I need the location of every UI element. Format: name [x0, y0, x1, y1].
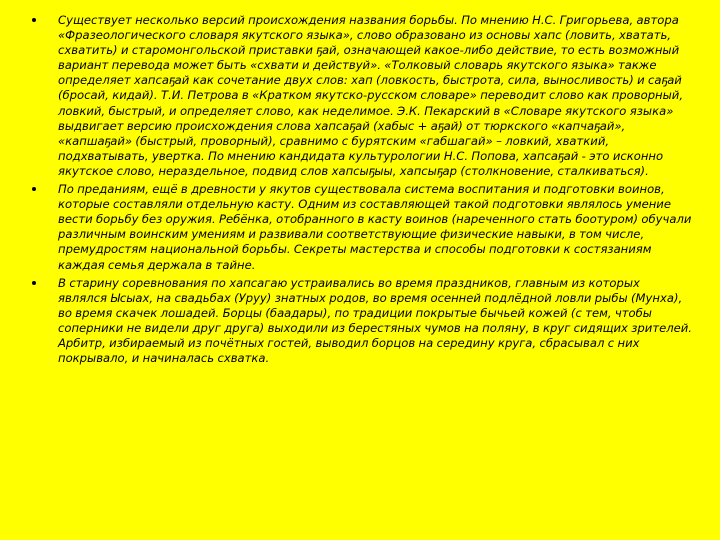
bullet-item-legends	[28, 182, 692, 273]
bullet-text: По преданиям, ещё в древности у якутов существовала система воспитания и подготовки воинов, которые составляли отдельную касту. Одним из составляющей такой подготовки являлось умение вести борьбу без оружия. Ребёнка, отобранного в касту воинов (нареченного стать боотуром) обучали различным воинским умениям и развивали соответствующие физические навыки, в том числе, премудростям национальной борьбы. Секреты мастерства и способы подготовки к состязаниям каждая семья держала в тайне.	[58, 182, 692, 272]
bullet-dot-icon	[32, 281, 36, 285]
bullet-item-name-origin	[28, 13, 692, 179]
bullet-item-competitions	[28, 276, 692, 367]
bullet-text: В старину соревнования по хапсагаю устраивались во время праздников, главным из которых являлся Ысыах, на свадьбах (Уруу) знатных родов, во время осенней подлёдной ловли рыбы (Мунха), во время скачек лошадей. Борцы (баадары), по традиции покрытые бычьей кожей (с тем, чтобы соперники не видели друг друга) выходили из берестяных чумов на поляну, в круг сидящих зрителей. Арбитр, избираемый из почётных гостей, выводил борцов на середину круга, сбрасывал с них покрывало, и начиналась схватка.	[58, 275, 692, 366]
bullet-dot-icon	[32, 18, 36, 22]
bullet-text: Существует несколько версий происхождения названия борьбы. По мнению Н.С. Григорьева, автора «Фразеологического словаря якутского языка», слово образовано из основы хапс (ловить, хватать, схватить) и старомонгольской приставки ҕай, означающей какое-либо действие, то есть возможный вариант перевода может быть «схвати и действуй». «Толковый словарь якутского языка» также определяет хапсаҕай как сочетание двух слов: хап (ловкость, быстрота, сила, выносливость) и саҕай (бросай, кидай). Т.И. Петрова в «Кратком якутско-русском словаре» переводит слово как проворный, ловкий, быстрый, и определяет слово, как неделимое. Э.К. Пекарский в «Словаре якутского языка» выдвигает версию происхождения слова хапсаҕай (хабыс + аҕай) от тюркского «капчаҕай», «капшаҕай» (быстрый, проворный), сравнимо с бурятским «габшагай» – ловкий, хваткий, подхватывать, увертка. По мнению кандидата культурологии Н.С. Попова, хапсаҕай - это исконно якутское слово, нераздельное, подвид слов хапсыҕыы, хапсыҕар (столкновение, сталкиваться).	[58, 13, 684, 178]
bullet-dot-icon	[32, 187, 36, 191]
bullet-list	[28, 13, 692, 369]
